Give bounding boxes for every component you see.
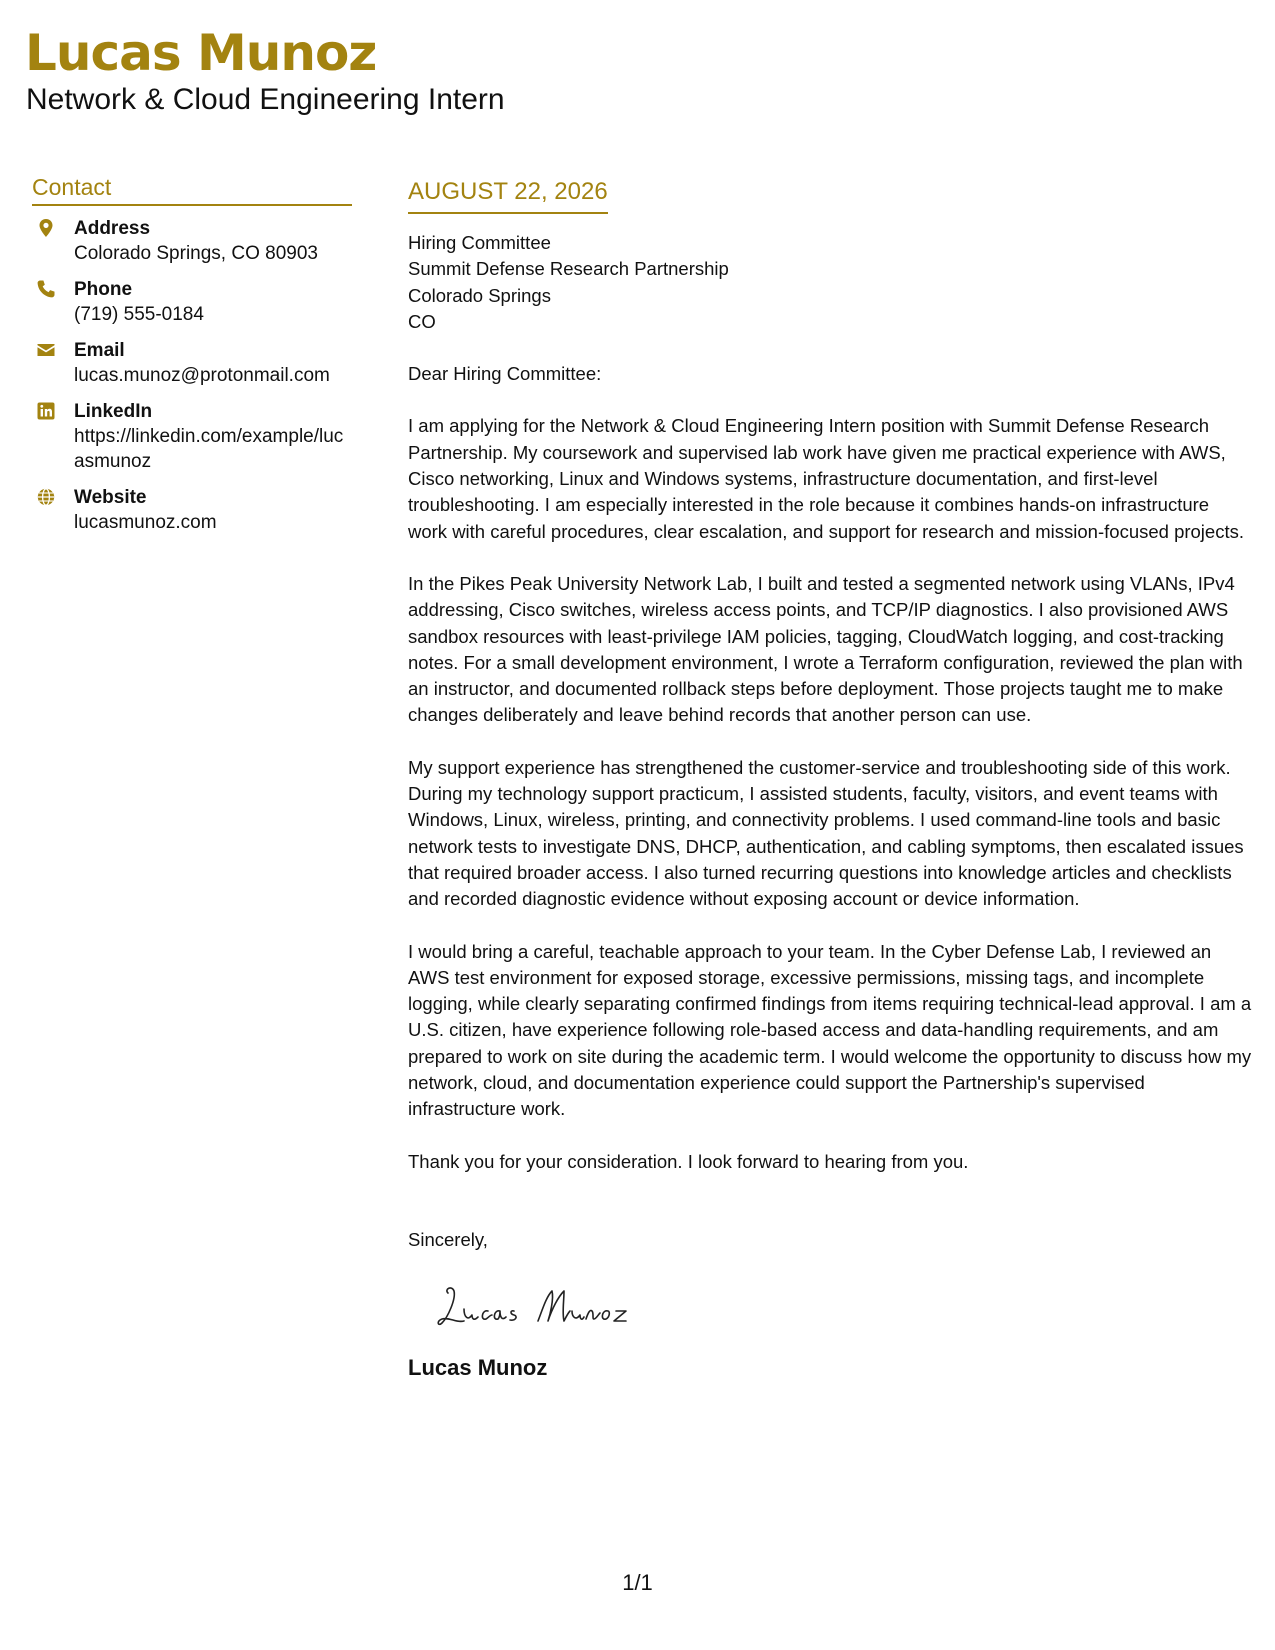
contact-label-email: Email bbox=[74, 340, 125, 361]
body-paragraph: In the Pikes Peak University Network Lab, I built and tested a segmented network using VLANs, IPv4 addressing, Cisco switches, wireless access points, and TCP/IP diagnostics. I also provisioned AWS sandbox resources with least-privilege IAM policies, tagging, CloudWatch logging, and cost-tracking notes. For a small development environment, I wrote a Terraform configuration, reviewed the plan with an instructor, and documented rollback steps before deployment. Those projects taught me to make changes deliberately and leave behind records that another person can use. bbox=[408, 572, 1243, 726]
body-paragraph: I would bring a careful, teachable approach to your team. In the Cyber Defense Lab, I reviewed an AWS test environment for exposed storage, excessive permissions, missing tags, and incomplete logging, while clearly separating confirmed findings from items requiring technical-lead approval. I am a U.S. citizen, have experience following role-based access and data-handling requirements, and am prepared to work on site during the academic term. I would welcome the opportunity to discuss how my network, cloud, and documentation experience could support the Partnership's supervised infrastructure work. bbox=[408, 940, 1252, 1120]
recipient-block bbox=[408, 230, 1253, 335]
recipient-line: Colorado Springs bbox=[408, 284, 551, 306]
recipient-line: Hiring Committee bbox=[408, 232, 551, 253]
body-paragraph: I am applying for the Network & Cloud Engineering Intern position with Summit Defense Research Partnership. My coursework and supervised lab work have given me practical experience with AWS, Cisco networking, Linux and Windows systems, infrastructure documentation, and first-level troubleshooting. I am especially interested in the role because it combines hands-on infrastructure work with careful procedures, clear escalation, and support for research and mission-focused projects. bbox=[408, 415, 1244, 542]
contact-label-address: Address bbox=[74, 218, 151, 239]
handwritten-signature bbox=[434, 1279, 1253, 1339]
contact-value-email[interactable]: lucas.munoz@protonmail.com bbox=[74, 365, 330, 386]
contact-value-phone: (719) 555-0184 bbox=[74, 304, 204, 325]
cover-letter bbox=[408, 176, 1253, 1383]
signature-image bbox=[434, 1279, 654, 1339]
contact-address bbox=[32, 216, 352, 266]
recipient-line: CO bbox=[408, 310, 436, 332]
body-paragraph: My support experience has strengthened the customer-service and troubleshooting side of this work. During my technology support practicum, I assisted students, faculty, visitors, and event teams with Windows, Linux, wireless, printing, and connectivity problems. I used command-line tools and basic network tests to investigate DNS, DHCP, authentication, and cabling symptoms, then escalated issues that required broader access. I also turned recurring questions into knowledge articles and checklists and recorded diagnostic evidence without exposing account or device information. bbox=[408, 756, 1244, 910]
contact-label-website: Website bbox=[74, 487, 147, 508]
recipient-line: Summit Defense Research Partnership bbox=[408, 258, 729, 280]
phone-icon bbox=[36, 279, 56, 299]
letter-date: AUGUST 22, 2026 bbox=[408, 176, 608, 214]
contact-label-phone: Phone bbox=[74, 279, 133, 300]
contact-value-website[interactable]: lucasmunoz.com bbox=[74, 512, 217, 533]
contact-phone bbox=[32, 277, 352, 327]
applicant-name: Lucas Munoz bbox=[25, 24, 377, 82]
page-number: 1/1 bbox=[622, 1570, 653, 1595]
contact-heading: Contact bbox=[32, 172, 352, 206]
contact-value-linkedin[interactable]: https://linkedin.com/example/lucasmunoz bbox=[74, 426, 344, 472]
map-pin-icon bbox=[36, 218, 56, 238]
closing: Sincerely, bbox=[408, 1228, 488, 1250]
applicant-title: Network & Cloud Engineering Intern bbox=[26, 83, 505, 116]
contact-label-linkedin: LinkedIn bbox=[74, 401, 153, 422]
globe-icon bbox=[36, 487, 56, 507]
contact-linkedin bbox=[32, 399, 352, 474]
envelope-icon bbox=[36, 340, 56, 360]
body-paragraph: Thank you for your consideration. I look forward to hearing from you. bbox=[408, 1150, 969, 1172]
contact-website bbox=[32, 485, 352, 535]
salutation: Dear Hiring Committee: bbox=[408, 363, 602, 385]
contact-value-address: Colorado Springs, CO 80903 bbox=[74, 243, 318, 264]
linkedin-icon bbox=[36, 401, 56, 421]
contact-email bbox=[32, 338, 352, 388]
contact-sidebar bbox=[32, 172, 352, 546]
signer-name: Lucas Munoz bbox=[408, 1355, 548, 1381]
